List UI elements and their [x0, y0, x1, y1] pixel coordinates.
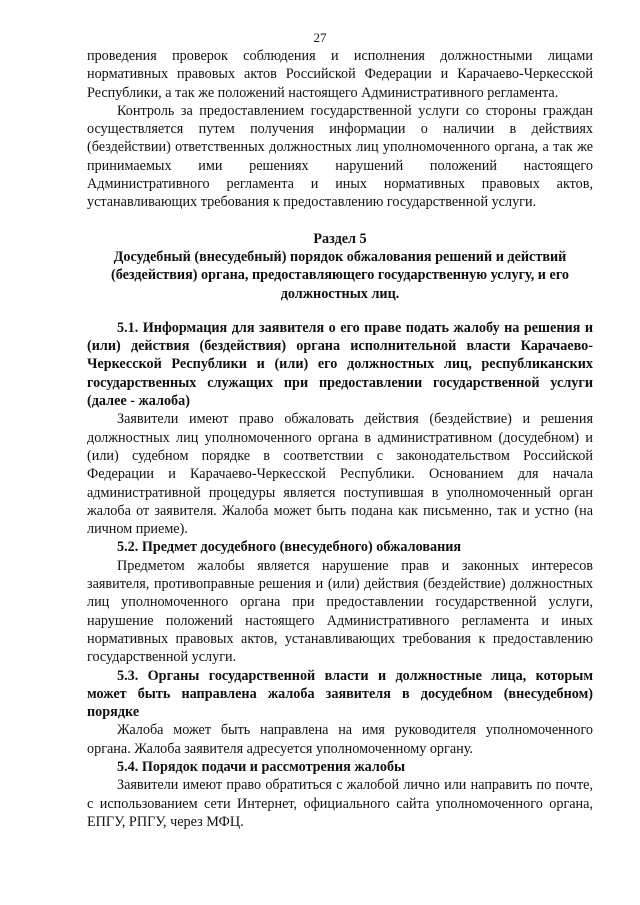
clause-body-5-2: Предметом жалобы является нарушение прав и законных интересов заявителя, противоправные решения и (или) действия (бездействие) должностных лиц уполномоченного органа при предоставлении государственной услуги, нарушение положений настоящего Административного регламента и иных нормативных правовых актов, устанавливающих требования к предоставлению государственной услуги. [87, 557, 593, 666]
clause-body-5-3: Жалоба может быть направлена на имя руководителя уполномоченного органа. Жалоба заявителя адресуется уполномоченному органу. [87, 722, 593, 757]
clause-heading-5-4: 5.4. Порядок подачи и рассмотрения жалобы [117, 758, 406, 775]
section-label: Раздел 5 [313, 230, 367, 247]
intro-paragraph-control: Контроль за предоставлением государственной услуги со стороны граждан осуществляется путем получения информации о наличии в действиях (бездействии) ответственных должностных лиц уполномоченного органа, а так же принимаемых ими решениях нарушений положений настоящего Административного регламента и иных нормативных правовых актов, устанавливающих требования к предоставлению государственной услуги. [87, 102, 593, 211]
clause-heading-5-2: 5.2. Предмет досудебного (внесудебного) обжалования [117, 539, 462, 556]
clause-heading-5-1: 5.1. Информация для заявителя о его праве подать жалобу на решения и (или) действия (бездействия) органа исполнительной власти Карачаево-Черкесской Республики и (или) его должностных лиц, республиканских государственных служащих при предоставлении государственной услуги (далее - жалоба) [87, 319, 593, 410]
page-number: 27 [313, 30, 327, 45]
clause-heading-5-3: 5.3. Органы государственной власти и должностные лица, которым может быть направлена жалоба заявителя в досудебном (внесудебном) порядке [87, 667, 593, 721]
document-body [87, 47, 593, 831]
section-title: Досудебный (внесудебный) порядок обжалования решений и действий (бездействия) органа, предоставляющего государственную услугу, и его должностных лиц. [110, 248, 569, 302]
clause-body-5-1: Заявители имеют право обжаловать действия (бездействие) и решения должностных лиц уполномоченного органа в административном (досудебном) и (или) судебном порядке в соответствии с законодательством Российской Федерации и Карачаево-Черкесской Республики. Основанием для начала административной процедуры является поступившая в уполномоченный орган жалоба от заявителя. Жалоба может быть подана как письменно, так и устно (на личном приеме). [87, 411, 593, 538]
intro-paragraph-continuation: проведения проверок соблюдения и исполнения должностными лицами нормативных правовых актов Российской Федерации и Карачаево-Черкесской Республики, а так же положений настоящего Административного регламента. [87, 48, 593, 101]
clause-body-5-4: Заявители имеют право обратиться с жалобой лично или направить по почте, с использованием сети Интернет, официального сайта уполномоченного органа, ЕПГУ, РПГУ, через МФЦ. [87, 777, 593, 830]
